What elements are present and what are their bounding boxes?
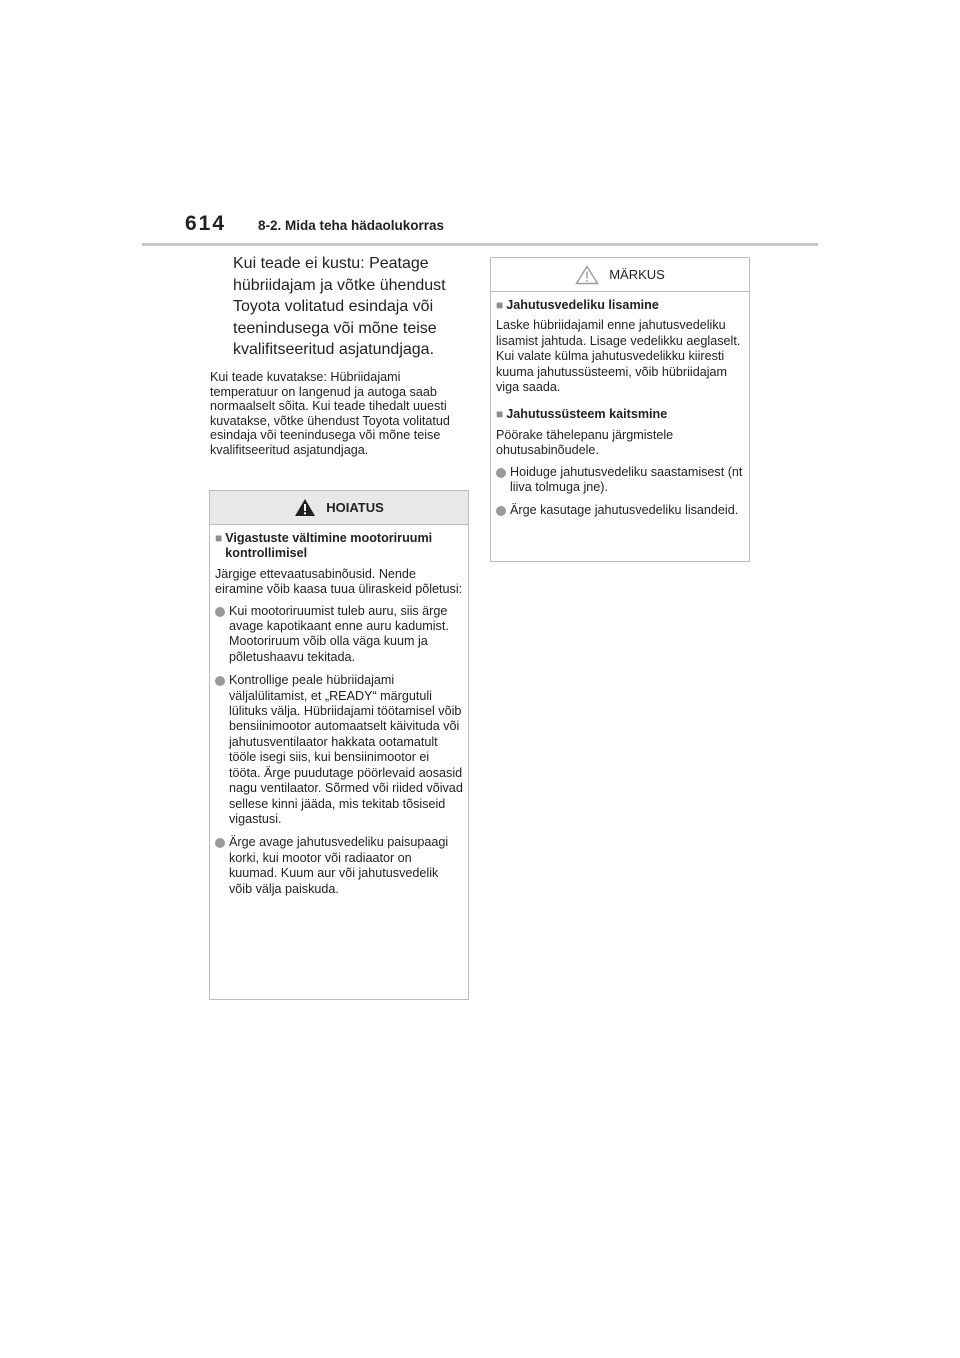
warning-subhead: [215, 531, 463, 562]
notice-box: [490, 257, 750, 562]
notice-box-header: [491, 258, 749, 292]
square-bullet-icon: ■: [496, 298, 504, 312]
header-rule: [142, 243, 818, 246]
notice-bullet-text: Ärge kasutage jahutusvedeliku lisandeid.: [510, 503, 739, 518]
warning-box: [209, 490, 469, 1000]
warning-box-body: [210, 525, 468, 911]
bullet-dot-icon: [215, 838, 225, 848]
page-number: 614: [185, 212, 227, 235]
warning-bullet-text: Kui mootoriruumist tuleb auru, siis ärge avage kapotikaant enne auru kadumist. Mootoriruum võib olla väga kuum ja põletushaavu tekitada.: [229, 603, 449, 664]
warning-triangle-filled-icon: [294, 498, 316, 517]
warning-subhead-text: Vigastuste vältimine mootoriruumi kontrollimisel: [225, 531, 433, 561]
notice-subhead-text: Jahutussüsteem kaitsmine: [506, 407, 668, 422]
square-bullet-icon: ■: [496, 407, 504, 422]
notice-bullet-text: Hoiduge jahutusvedeliku saastamisest (nt liiva tolmuga jne).: [510, 464, 743, 495]
warning-bullet: [215, 673, 463, 827]
bullet-dot-icon: [496, 468, 506, 478]
message-heading: Kui teade ei kustu: Peatage hübriidajam ja võtke ühendust Toyota volitatud esindaja või teenindusega või mõne teise kvalifitseeritud asjatundjaga.: [233, 255, 446, 358]
notice-subhead: [496, 298, 744, 313]
bullet-dot-icon: [215, 607, 225, 617]
notice-paragraph: Pöörake tähelepanu järgmistele ohutusabinõudele.: [496, 427, 674, 458]
notice-subhead-text: Jahutusvedeliku lisamine: [506, 298, 659, 312]
square-bullet-icon: ■: [215, 531, 223, 545]
warning-bullet: [215, 604, 463, 666]
notice-paragraph: Laske hübriidajamil enne jahutusvedeliku lisamist jahtuda. Lisage vedelikku aeglaselt. Kui valate külma jahutusvedelikku kiiresti kuuma jahutussüsteemi, võib hübriidajam viga saada.: [496, 318, 741, 395]
notice-bullet: [496, 503, 744, 518]
warning-bullet-text: Kontrollige peale hübriidajami väljalülitamist, et „READY“ märgutuli lülituks välja. Hübriidajami töötamisel võib bensiinimootor automaatselt käivituda või jahutusventilaator hakkata ootamatult tööle isegi siis, kui bensiinimootor ei tööta. Ärge puudutage pöörlevaid aosasid nagu ventilaator. Sõrmed või riided võivad sellese kinni jääda, mis tekitab tõsiseid vigastusi.: [229, 673, 463, 826]
warning-triangle-outline-icon: [575, 265, 599, 285]
notice-subhead: [496, 407, 744, 422]
notice-bullet: [496, 465, 744, 496]
warning-bullet-text: Ärge avage jahutusvedeliku paisupaagi korki, kui mootor või radiaator on kuumad. Kuum aur või jahutusvedelik võib välja paiskuda.: [229, 835, 449, 896]
bullet-dot-icon: [215, 676, 225, 686]
notice-box-body: [491, 292, 749, 533]
warning-intro: Järgige ettevaatusabinõusid. Nende eiramine võib kaasa tuua üliraskeid põletusi:: [215, 566, 463, 597]
notice-box-title: MÄRKUS: [609, 267, 665, 282]
warning-bullet: [215, 835, 463, 897]
warning-box-title: HOIATUS: [326, 500, 384, 515]
message-body: Kui teade kuvatakse: Hübriidajami temperatuur on langenud ja autoga saab normaalselt sõita. Kui teade tihedalt uuesti kuvatakse, võtke ühendust Toyota volitatud esindaja või teenindusega või mõne teise kvalifitseeritud asjatundjaga.: [210, 370, 450, 457]
section-title: 8-2. Mida teha hädaolukorras: [258, 218, 445, 233]
warning-box-header: [210, 491, 468, 525]
bullet-dot-icon: [496, 506, 506, 516]
